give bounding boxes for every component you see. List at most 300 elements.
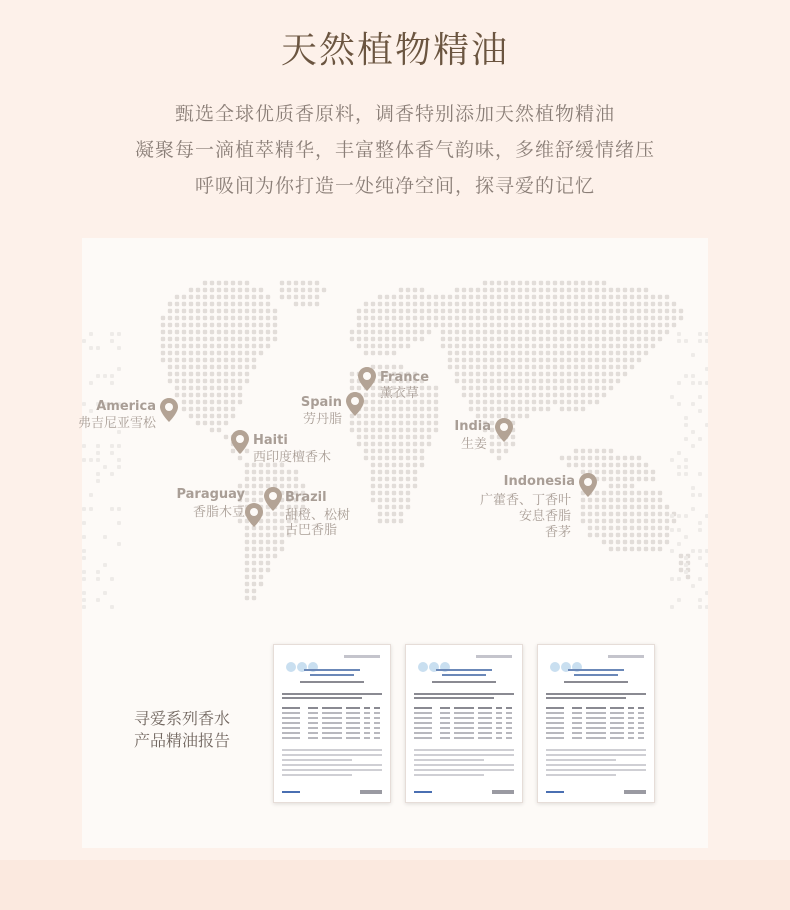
map-dot [406,309,410,313]
map-dot [259,323,263,327]
map-dot [670,528,674,532]
map-dot [469,379,473,383]
location-materials-france: 薰衣草 [380,386,420,401]
map-dot [546,309,550,313]
doc-table-cell [610,707,624,709]
doc-table-cell [478,722,492,724]
map-dot [406,316,410,320]
map-dot [553,400,557,404]
map-dot [273,309,277,313]
map-dot [490,386,494,390]
map-dot [490,351,494,355]
doc-line [414,764,514,766]
map-dot [698,437,702,441]
map-dot [483,288,487,292]
map-dot [413,407,417,411]
map-dot [595,330,599,334]
map-dot [602,386,606,390]
map-dot [266,323,270,327]
map-dot [378,477,382,481]
map-dot [434,400,438,404]
location-name-america: America [96,399,156,414]
map-dot [378,407,382,411]
map-dot [357,421,361,425]
map-dot [658,547,662,551]
map-dot [504,302,508,306]
map-dot [539,344,543,348]
map-dot [665,526,669,530]
map-dot [567,372,571,376]
map-dot [560,386,564,390]
map-dot [581,379,585,383]
map-dot [525,386,529,390]
map-dot [175,337,179,341]
map-dot [616,526,620,530]
map-dot [623,337,627,341]
map-dot [189,330,193,334]
map-dot [413,435,417,439]
map-dot [546,365,550,369]
map-dot [175,330,179,334]
doc-table-cell [374,717,380,719]
map-dot [434,316,438,320]
map-dot [665,316,669,320]
report-document[interactable] [537,644,655,803]
map-dot [238,337,242,341]
map-dot [117,465,121,469]
map-dot [609,372,613,376]
map-dot [630,526,634,530]
map-dot [420,309,424,313]
map-dot [588,533,592,537]
map-dot [560,365,564,369]
map-dot [399,407,403,411]
map-dot [224,316,228,320]
map-dot [588,498,592,502]
map-dot [308,302,312,306]
map-dot [420,400,424,404]
map-dot [427,309,431,313]
map-dot [217,393,221,397]
location-materials-indonesia: 广藿香、丁香叶 [479,493,571,508]
map-dot [96,472,100,476]
map-dot [546,330,550,334]
map-dot [371,337,375,341]
map-dot [469,365,473,369]
map-dot [469,358,473,362]
map-dot [532,344,536,348]
doc-table-cell [572,712,582,714]
map-dot [168,302,172,306]
map-dot [595,323,599,327]
map-dot [651,316,655,320]
map-dot [525,344,529,348]
map-dot [245,589,249,593]
map-dot [511,407,515,411]
map-dot [238,351,242,355]
doc-table-cell [628,717,634,719]
map-dot [455,288,459,292]
map-dot [567,337,571,341]
map-dot [294,484,298,488]
map-dot [609,379,613,383]
map-dot [616,365,620,369]
doc-table-cell [478,717,492,719]
map-dot [245,582,249,586]
map-dot [553,358,557,362]
map-dot [504,323,508,327]
map-dot [567,379,571,383]
map-dot [378,512,382,516]
map-dot [217,337,221,341]
report-document[interactable] [405,644,523,803]
map-dot [182,407,186,411]
location-materials-indonesia: 安息香脂 [518,509,571,524]
map-dot [217,309,221,313]
map-dot [651,505,655,509]
map-dot [245,498,249,502]
map-dot [567,400,571,404]
map-dot [616,512,620,516]
map-dot [525,309,529,313]
map-dot [483,414,487,418]
map-dot [231,295,235,299]
map-dot [567,323,571,327]
doc-table-cell [506,717,512,719]
map-dot [609,470,613,474]
location-pin-icon [231,430,249,454]
map-dot [651,533,655,537]
map-dot [651,498,655,502]
map-dot [602,365,606,369]
location-name-indonesia: Indonesia [503,474,575,489]
doc-table-cell [638,722,644,724]
map-dot [210,393,214,397]
location-name-brazil: Brazil [285,490,327,505]
map-dot [553,351,557,355]
report-document[interactable] [273,644,391,803]
map-dot [203,281,207,285]
map-dot [665,533,669,537]
map-dot [483,351,487,355]
map-dot [497,400,501,404]
map-dot [588,344,592,348]
map-dot [518,323,522,327]
map-dot [350,330,354,334]
map-dot [698,409,702,413]
map-dot [217,428,221,432]
map-dot [525,365,529,369]
map-dot [546,400,550,404]
map-dot [684,472,688,476]
map-dot [455,323,459,327]
map-dot [616,302,620,306]
doc-table-cell [346,737,360,739]
map-dot [392,519,396,523]
map-dot [602,302,606,306]
map-dot [609,491,613,495]
map-dot [203,393,207,397]
map-dot [210,400,214,404]
map-dot [413,484,417,488]
map-dot [399,344,403,348]
map-dot [539,330,543,334]
map-dot [231,330,235,334]
map-dot [609,477,613,481]
map-dot [658,330,662,334]
map-dot [574,400,578,404]
map-dot [705,605,708,609]
map-dot [378,302,382,306]
map-dot [483,393,487,397]
map-dot [560,358,564,362]
map-dot [231,316,235,320]
map-dot [364,393,368,397]
map-dot [497,281,501,285]
map-dot [483,407,487,411]
map-dot [670,458,674,462]
map-dot [392,407,396,411]
map-dot [399,323,403,327]
map-dot [385,470,389,474]
map-dot [448,330,452,334]
map-dot [371,456,375,460]
map-dot [385,337,389,341]
map-dot [595,456,599,460]
map-dot [602,323,606,327]
map-dot [483,323,487,327]
map-dot [189,372,193,376]
doc-header [344,655,380,658]
map-dot [595,358,599,362]
map-dot [259,337,263,341]
doc-table-cell [364,732,370,734]
map-dot [602,330,606,334]
map-dot [581,337,585,341]
map-dot [364,421,368,425]
map-dot [469,302,473,306]
map-dot [217,365,221,369]
map-dot [637,337,641,341]
map-dot [623,484,627,488]
map-dot [644,330,648,334]
map-dot [238,358,242,362]
map-dot [224,435,228,439]
map-dot [623,505,627,509]
map-dot [539,351,543,355]
map-dot [210,302,214,306]
map-dot [252,561,256,565]
map-dot [392,512,396,516]
map-dot [567,288,571,292]
map-dot [287,470,291,474]
map-dot [448,358,452,362]
doc-table-cell [572,722,582,724]
map-dot [630,484,634,488]
map-dot [350,421,354,425]
map-dot [406,449,410,453]
map-dot [203,414,207,418]
map-dot [623,491,627,495]
map-dot [441,323,445,327]
map-dot [294,295,298,299]
doc-table-cell [638,717,644,719]
map-dot [483,330,487,334]
map-dot [616,491,620,495]
map-dot [525,323,529,327]
map-dot [490,309,494,313]
map-dot [532,323,536,327]
map-dot [567,386,571,390]
map-dot [252,323,256,327]
map-dot [595,309,599,313]
map-dot [602,351,606,355]
map-dot [448,302,452,306]
map-dot [476,372,480,376]
map-dot [497,449,501,453]
map-dot [217,421,221,425]
map-dot [504,393,508,397]
map-dot [691,549,695,553]
map-dot [588,526,592,530]
map-dot [203,358,207,362]
map-dot [497,337,501,341]
map-dot [399,456,403,460]
map-dot [245,477,249,481]
map-dot [203,309,207,313]
map-dot [399,498,403,502]
map-dot [644,512,648,516]
map-dot [96,346,100,350]
page-title: 天然植物精油 [280,30,509,71]
doc-table-cell [308,722,318,724]
map-dot [595,386,599,390]
map-dot [623,456,627,460]
map-dot [224,379,228,383]
map-dot [483,400,487,404]
map-dot [364,449,368,453]
map-dot [616,288,620,292]
map-dot [385,309,389,313]
doc-table-cell [322,727,342,729]
map-dot [259,470,263,474]
map-dot [455,365,459,369]
map-dot [294,477,298,481]
map-dot [684,465,688,469]
map-dot [441,309,445,313]
doc-table-cell [440,737,450,739]
map-dot [455,316,459,320]
map-dot [658,533,662,537]
map-dot [698,493,702,497]
map-dot [630,351,634,355]
map-dot [581,393,585,397]
doc-table-cell [496,707,502,709]
map-dot [385,463,389,467]
map-dot [224,351,228,355]
map-dot [539,372,543,376]
map-dot [259,491,263,495]
doc-line [546,774,616,776]
map-dot [616,484,620,488]
map-dot [679,316,683,320]
map-dot [168,323,172,327]
map-dot [364,456,368,460]
map-dot [602,316,606,320]
map-dot [427,295,431,299]
map-dot [252,568,256,572]
map-dot [490,316,494,320]
doc-line [432,681,496,683]
map-dot [539,323,543,327]
map-dot [595,365,599,369]
map-dot [117,346,121,350]
map-dot [539,295,543,299]
map-dot [196,365,200,369]
map-dot [217,323,221,327]
map-dot [82,507,86,511]
map-dot [567,295,571,299]
map-dot [476,407,480,411]
map-dot [658,295,662,299]
map-dot [175,323,179,327]
map-dot [448,344,452,348]
map-dot [231,351,235,355]
map-dot [82,402,86,406]
map-dot [679,554,683,558]
map-dot [609,316,613,320]
map-dot [560,281,564,285]
location-name-india: India [454,419,491,434]
map-dot [217,400,221,404]
map-dot [315,281,319,285]
map-dot [364,435,368,439]
map-dot [518,281,522,285]
doc-table-cell [496,717,502,719]
map-dot [476,316,480,320]
map-dot [581,449,585,453]
map-dot [476,358,480,362]
map-dot [560,407,564,411]
map-dot [483,281,487,285]
map-dot [238,309,242,313]
doc-line [282,749,382,751]
map-dot [539,407,543,411]
map-dot [280,470,284,474]
doc-table-cell [546,707,564,709]
map-dot [637,526,641,530]
doc-table-cell [346,727,360,729]
map-dot [238,386,242,390]
map-dot [553,302,557,306]
doc-table-cell [440,717,450,719]
map-dot [371,463,375,467]
map-dot [266,533,270,537]
map-dot [511,372,515,376]
map-dot [189,295,193,299]
map-dot [462,379,466,383]
map-dot [110,472,114,476]
map-dot [532,309,536,313]
map-dot [595,344,599,348]
map-dot [217,379,221,383]
map-dot [490,323,494,327]
map-dot [677,542,681,546]
map-dot [273,470,277,474]
map-dot [609,288,613,292]
map-dot [266,470,270,474]
map-dot [581,295,585,299]
